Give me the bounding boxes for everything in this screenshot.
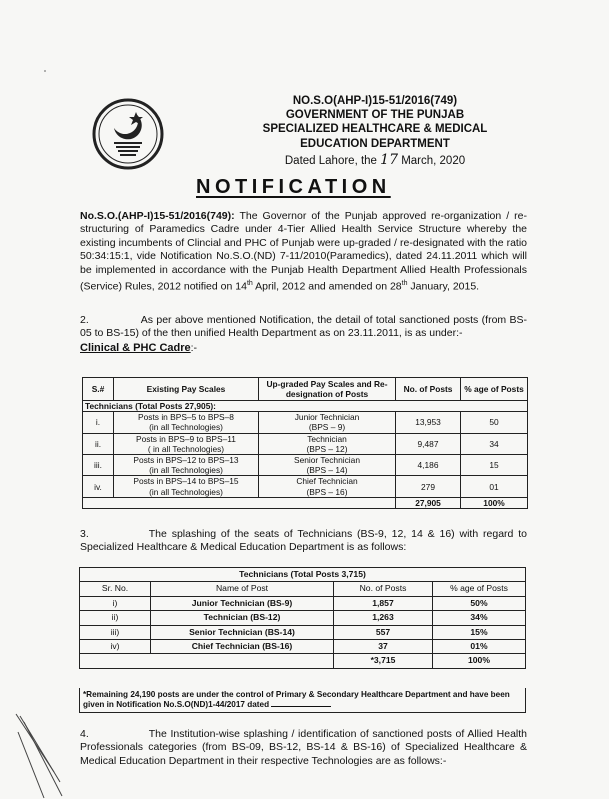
table-row xyxy=(83,476,528,497)
row-posts: 4,186 xyxy=(396,455,461,476)
section-heading: Clinical & PHC Cadre xyxy=(80,341,191,354)
row-existing: Posts in BPS–5 to BPS–8 (in all Technologies) xyxy=(114,412,259,433)
government-name: GOVERNMENT OF THE PUNJAB xyxy=(285,109,465,122)
row-sn: iii) xyxy=(80,625,151,639)
row-sn: i) xyxy=(80,596,151,610)
row-pct: 01% xyxy=(433,640,526,654)
table-header-row xyxy=(83,378,528,401)
paragraph-1 xyxy=(80,210,527,294)
col-header-existing: Existing Pay Scales xyxy=(114,378,259,401)
col-header-sn: Sr. No. xyxy=(80,582,151,596)
row-name: Junior Technician (BS-9) xyxy=(151,596,334,610)
notification-title: NOTIFICATION xyxy=(196,176,391,198)
table-row xyxy=(80,611,526,625)
table-total-row xyxy=(80,654,526,668)
col-header-pct: % age of Posts xyxy=(461,378,528,401)
table-row xyxy=(80,640,526,654)
table-group-row xyxy=(83,401,528,412)
letterhead xyxy=(250,94,500,168)
row-pct: 34% xyxy=(433,611,526,625)
total-pct: 100% xyxy=(433,654,526,668)
row-pct: 34 xyxy=(461,433,528,454)
row-posts: 557 xyxy=(334,625,433,639)
table-row xyxy=(83,455,528,476)
total-posts: *3,715 xyxy=(334,654,433,668)
row-upgraded: Chief Technician (BPS – 16) xyxy=(259,476,396,497)
row-pct: 50% xyxy=(433,596,526,610)
date-suffix: March, 2020 xyxy=(401,154,466,167)
paragraph-1-ref: No.S.O.(AHP-I)15-51/2016(749): xyxy=(80,210,235,222)
col-header-name: Name of Post xyxy=(151,582,334,596)
col-header-posts: No. of Posts xyxy=(334,582,433,596)
row-posts: 13,953 xyxy=(396,412,461,433)
table-row xyxy=(80,625,526,639)
footnote xyxy=(79,688,526,713)
row-posts: 1,857 xyxy=(334,596,433,610)
row-sn: i. xyxy=(83,412,114,433)
row-pct: 50 xyxy=(461,412,528,433)
table-row xyxy=(80,596,526,610)
sup-2: th xyxy=(401,280,408,288)
row-sn: ii) xyxy=(80,611,151,625)
sup-1: th xyxy=(246,280,253,288)
row-upgraded: Senior Technician (BPS – 14) xyxy=(259,455,396,476)
paragraph-1-text-c: January, 2015. xyxy=(407,280,480,293)
paygrade-table xyxy=(82,377,528,509)
total-pct: 100% xyxy=(461,497,528,508)
row-pct: 15 xyxy=(461,455,528,476)
row-name: Senior Technician (BS-14) xyxy=(151,625,334,639)
row-posts: 279 xyxy=(396,476,461,497)
scan-artifact-lines xyxy=(14,712,64,799)
table-row xyxy=(83,412,528,433)
total-posts: 27,905 xyxy=(396,497,461,508)
row-existing: Posts in BPS–14 to BPS–15 (in all Technologies) xyxy=(114,476,259,497)
row-name: Technician (BS-12) xyxy=(151,611,334,625)
row-sn: iv) xyxy=(80,640,151,654)
paragraph-4 xyxy=(80,728,527,768)
date-day: 17 xyxy=(380,151,398,168)
col-header-posts: No. of Posts xyxy=(396,378,461,401)
paragraph-2 xyxy=(80,314,527,355)
paragraph-3-num: 3. xyxy=(80,528,89,540)
col-header-upgraded: Up-graded Pay Scales and Re-designation of Posts xyxy=(259,378,396,401)
row-existing: Posts in BPS–9 to BPS–11 ( in all Technologies) xyxy=(114,433,259,454)
splashing-table xyxy=(79,567,526,669)
department-name-line2: EDUCATION DEPARTMENT xyxy=(300,137,450,150)
row-name: Chief Technician (BS-16) xyxy=(151,640,334,654)
paragraph-2-text: As per above mentioned Notification, the detail of total sanctioned posts (from BS-05 to BS-15) of the then unified Health Department as on 23.11.2011, is as under:- xyxy=(80,314,527,340)
scan-speck xyxy=(44,70,46,72)
date-prefix: Dated Lahore, the xyxy=(284,154,377,167)
paragraph-3 xyxy=(80,528,527,555)
table-row xyxy=(83,433,528,454)
paragraph-3-text: The splashing of the seats of Technicians (BS-9, 12, 14 & 16) with regard to Specialized Healthcare & Medical Education Department is as follows: xyxy=(80,528,527,554)
row-sn: iv. xyxy=(83,476,114,497)
paragraph-1-text-a: The Governor of the Punjab approved re-organization / re-structuring of Paramedics Cadre under 4-Tier Allied Health Service Structure whereby the existing incumbents of Clincial and PHC of Punjab were up-graded / re-designated with the ratio 50:34:15:1, vide Notification No.S.O.(ND) 7-11/2010(Paramedics), dated 24.11.2011 which will be implemented in accordance with the Punjab Health Department Allied Health Professionals (Service) Rules, 2012 notified on 14 xyxy=(80,210,527,293)
row-existing: Posts in BPS–12 to BPS–13 (in all Technologies) xyxy=(114,455,259,476)
reference-number: NO.S.O(AHP-I)15-51/2016(749) xyxy=(292,95,458,107)
paragraph-4-text: The Institution-wise splashing / identification of sanctioned posts of Allied Health Professionals categories (from BS-09, BS-12, BS-14 & BS-16) of Specialized Healthcare & Medical Education Department in their respective Technologies are as follows:- xyxy=(80,728,527,767)
footnote-text: *Remaining 24,190 posts are under the control of Primary & Secondary Healthcare Department and have been given in Notification No.S.O(ND)1-44/2017 dated xyxy=(83,690,510,709)
row-sn: ii. xyxy=(83,433,114,454)
department-name-line1: SPECIALIZED HEALTHCARE & MEDICAL xyxy=(262,123,488,136)
table-total-row xyxy=(83,497,528,508)
row-pct: 01 xyxy=(461,476,528,497)
punjab-emblem-logo xyxy=(92,98,164,170)
section-heading-suffix: :- xyxy=(190,341,198,354)
date-line xyxy=(250,153,500,168)
col-header-sn: S.# xyxy=(83,378,114,401)
row-posts: 37 xyxy=(334,640,433,654)
table-header-row xyxy=(80,582,526,596)
row-posts: 9,487 xyxy=(396,433,461,454)
group-label: Technicians (Total Posts 27,905): xyxy=(83,401,528,412)
row-upgraded: Junior Technician (BPS – 9) xyxy=(259,412,396,433)
row-posts: 1,263 xyxy=(334,611,433,625)
blank-date-line xyxy=(271,706,331,707)
table-caption: Technicians (Total Posts 3,715) xyxy=(80,568,526,582)
paragraph-2-num: 2. xyxy=(80,314,89,326)
row-sn: iii. xyxy=(83,455,114,476)
paragraph-4-num: 4. xyxy=(80,728,89,740)
col-header-pct: % age of Posts xyxy=(433,582,526,596)
paragraph-1-text-b: April, 2012 and amended on 28 xyxy=(252,280,402,293)
row-pct: 15% xyxy=(433,625,526,639)
table-caption-row xyxy=(80,568,526,582)
row-upgraded: Technician (BPS – 12) xyxy=(259,433,396,454)
